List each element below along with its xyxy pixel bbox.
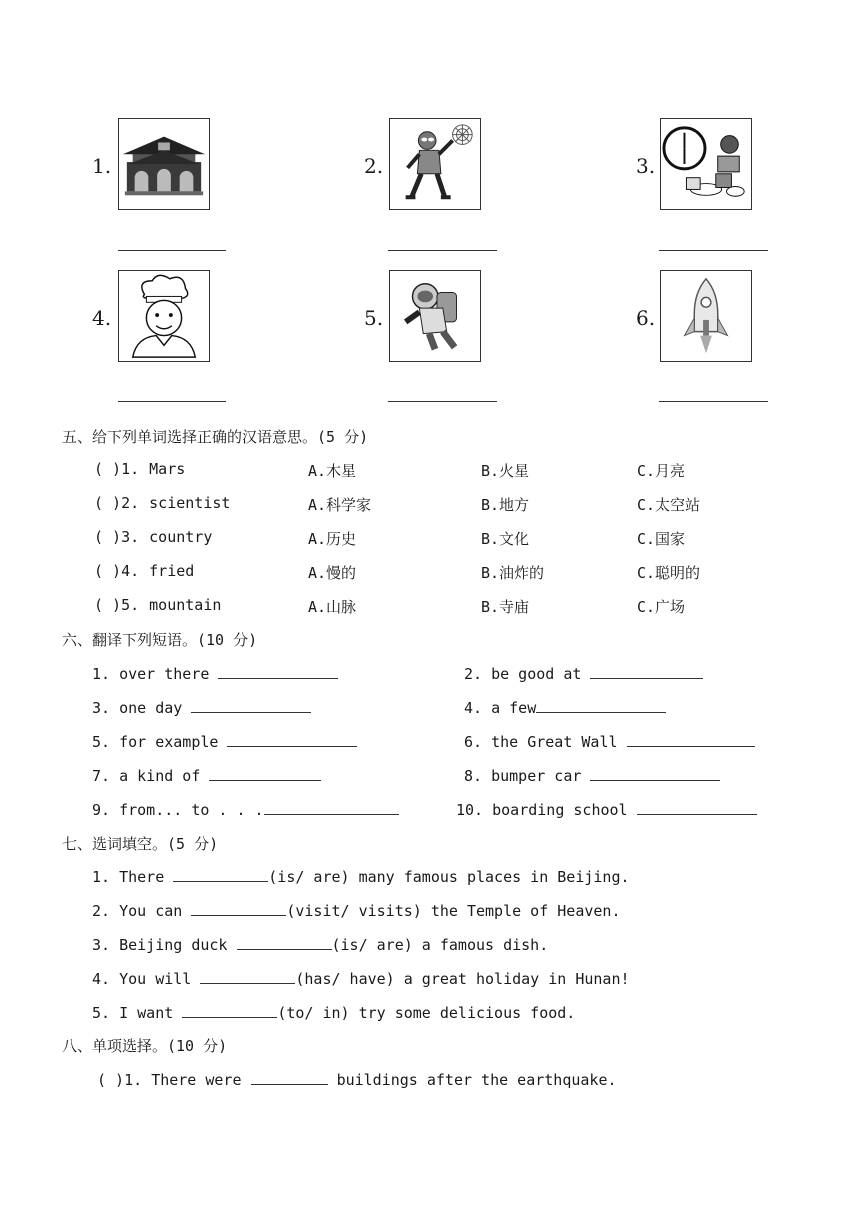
phrase: a kind of [119, 767, 201, 785]
item-number: 10. [456, 801, 484, 819]
option-a: A.科学家 [308, 496, 372, 514]
option-b: B.文化 [481, 530, 530, 548]
option-b: B.寺庙 [481, 598, 530, 616]
list-item [94, 494, 230, 512]
answer-blank[interactable] [173, 867, 268, 882]
item-number: 2. [464, 665, 483, 683]
picture-number: 3. [636, 154, 656, 178]
item-number: 1. [124, 1071, 143, 1089]
item-number: 2. [92, 902, 111, 920]
answer-line[interactable] [388, 250, 497, 251]
item-number: 4. [121, 562, 140, 580]
answer-blank[interactable] [182, 1003, 277, 1018]
answer-blank[interactable] [237, 935, 332, 950]
word: mountain [149, 596, 222, 614]
option-b: B.油炸的 [481, 564, 545, 582]
option-a: A.山脉 [308, 598, 357, 616]
answer-blank[interactable] [227, 732, 357, 747]
answer-line[interactable] [388, 401, 497, 402]
phrase: one day [119, 699, 183, 717]
spider-man-icon [389, 118, 481, 210]
phrase: be good at [491, 665, 582, 683]
list-item [92, 698, 311, 717]
answer-parenthesis[interactable]: ( ) [94, 494, 122, 512]
item-number: 1. [92, 665, 111, 683]
list-item [464, 766, 720, 785]
phrase: a few [491, 699, 537, 717]
answer-blank[interactable] [191, 901, 286, 916]
answer-blank[interactable] [209, 766, 321, 781]
list-item [94, 528, 212, 546]
option-c: C.聪明的 [637, 564, 701, 582]
list-item [92, 867, 630, 886]
word: scientist [149, 494, 231, 512]
answer-blank[interactable] [218, 664, 338, 679]
picture-number: 1. [92, 154, 112, 178]
item-number: 3. [121, 528, 140, 546]
answer-blank[interactable] [637, 800, 757, 815]
answer-blank[interactable] [191, 698, 311, 713]
word: Mars [149, 460, 186, 478]
phrase: boarding school [492, 801, 628, 819]
sentence-start: You can [119, 902, 183, 920]
option-c: C.国家 [637, 530, 686, 548]
option-c: C.月亮 [637, 462, 686, 480]
word: country [149, 528, 213, 546]
answer-blank[interactable] [536, 698, 666, 713]
sentence-start: I want [119, 1004, 174, 1022]
answer-line[interactable] [659, 250, 768, 251]
section-title: 六、翻译下列短语。(10 分) [62, 631, 258, 649]
list-item [92, 969, 630, 988]
phrase: bumper car [491, 767, 582, 785]
phrase: for example [119, 733, 219, 751]
item-number: 3. [92, 699, 111, 717]
item-number: 5. [121, 596, 140, 614]
answer-parenthesis[interactable]: ( ) [94, 596, 122, 614]
picture-number: 6. [636, 306, 656, 330]
list-item [94, 562, 194, 580]
option-a: A.历史 [308, 530, 357, 548]
phrase: over there [119, 665, 210, 683]
item-number: 2. [121, 494, 140, 512]
list-item [97, 1070, 617, 1089]
sentence-start: Beijing duck [119, 936, 228, 954]
sentence-end: (visit/ visits) the Temple of Heaven. [286, 902, 621, 920]
item-number: 7. [92, 767, 111, 785]
option-c: C.太空站 [637, 496, 701, 514]
item-number: 5. [92, 1004, 111, 1022]
phrase: the Great Wall [491, 733, 618, 751]
picture-number: 4. [92, 306, 112, 330]
sentence-start: You will [119, 970, 192, 988]
section-title: 五、给下列单词选择正确的汉语意思。(5 分) [62, 428, 369, 446]
word: fried [149, 562, 195, 580]
list-item [94, 460, 185, 478]
list-item [92, 664, 338, 683]
item-number: 1. [121, 460, 140, 478]
answer-line[interactable] [118, 401, 226, 402]
answer-blank[interactable] [251, 1070, 328, 1085]
list-item [92, 732, 357, 751]
picture-number: 5. [364, 306, 384, 330]
list-item [92, 935, 548, 954]
item-number: 6. [464, 733, 483, 751]
item-number: 4. [92, 970, 111, 988]
list-item [464, 732, 755, 751]
gate-building-icon [118, 118, 210, 210]
answer-blank[interactable] [590, 664, 703, 679]
list-item [464, 698, 666, 717]
sentence-end: (is/ are) a famous dish. [331, 936, 549, 954]
list-item [92, 800, 399, 819]
option-a: A.木星 [308, 462, 357, 480]
sentence-end: (is/ are) many famous places in Beijing. [268, 868, 630, 886]
sentence-end: (to/ in) try some delicious food. [277, 1004, 576, 1022]
answer-parenthesis[interactable]: ( ) [94, 562, 122, 580]
phrase: from... to . . . [119, 801, 264, 819]
answer-parenthesis[interactable]: ( ) [94, 528, 122, 546]
item-number: 1. [92, 868, 111, 886]
list-item [456, 800, 757, 819]
answer-blank[interactable] [590, 766, 720, 781]
list-item [94, 596, 221, 614]
option-a: A.慢的 [308, 564, 357, 582]
list-item [92, 766, 321, 785]
chef-icon [118, 270, 210, 362]
item-number: 5. [92, 733, 111, 751]
option-b: B.地方 [481, 496, 530, 514]
sentence-start: There were [151, 1071, 242, 1089]
rocket-icon [660, 270, 752, 362]
item-number: 4. [464, 699, 483, 717]
astronaut-icon [389, 270, 481, 362]
list-item [92, 901, 620, 920]
answer-blank[interactable] [264, 800, 399, 815]
picture-number: 2. [364, 154, 384, 178]
sentence-start: There [119, 868, 165, 886]
option-b: B.火星 [481, 462, 530, 480]
item-number: 8. [464, 767, 483, 785]
sentence-end: buildings after the earthquake. [336, 1071, 617, 1089]
sentence-end: (has/ have) a great holiday in Hunan! [295, 970, 630, 988]
answer-parenthesis[interactable]: ( ) [97, 1071, 125, 1089]
answer-blank[interactable] [627, 732, 755, 747]
answer-parenthesis[interactable]: ( ) [94, 460, 122, 478]
breakfast-clock-icon [660, 118, 752, 210]
section-title: 七、选词填空。(5 分) [62, 835, 219, 853]
list-item [464, 664, 703, 683]
section-title: 八、单项选择。(10 分) [62, 1037, 228, 1055]
answer-line[interactable] [118, 250, 226, 251]
list-item [92, 1003, 575, 1022]
answer-blank[interactable] [200, 969, 295, 984]
item-number: 9. [92, 801, 111, 819]
answer-line[interactable] [659, 401, 768, 402]
item-number: 3. [92, 936, 111, 954]
option-c: C.广场 [637, 598, 686, 616]
